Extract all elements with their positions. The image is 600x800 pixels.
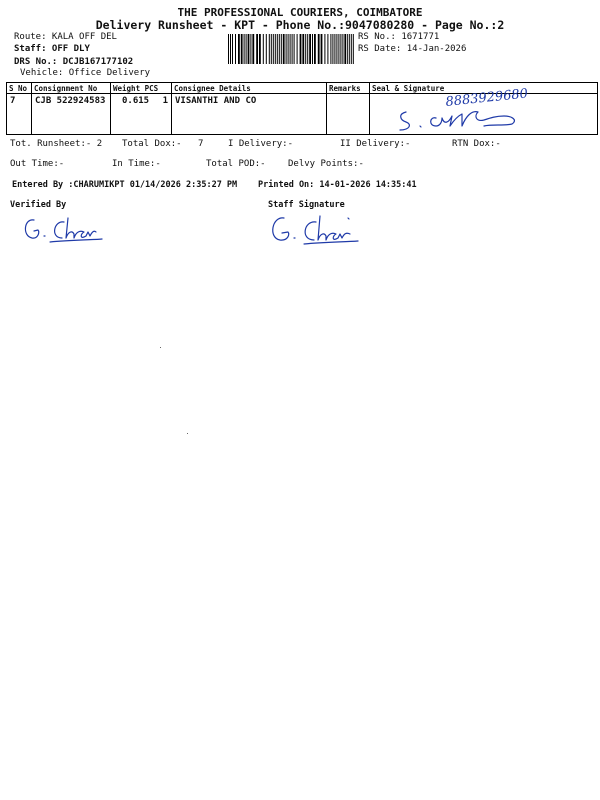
barcode-bar xyxy=(305,34,306,64)
barcode-bar xyxy=(309,34,311,64)
barcode-bar xyxy=(332,34,333,64)
barcode-image xyxy=(228,34,354,64)
cell-weight-pcs xyxy=(111,94,172,135)
barcode-bar xyxy=(302,34,304,64)
barcode-bar xyxy=(334,34,335,64)
barcode-bar xyxy=(344,34,346,64)
barcode-bar xyxy=(307,34,308,64)
ii-delivery: II Delivery:- xyxy=(340,139,411,149)
barcode-bar xyxy=(230,34,231,64)
total-dox-label: Total Dox:- xyxy=(122,139,182,149)
barcode-bar xyxy=(241,34,243,64)
barcode-bar xyxy=(288,34,289,64)
barcode-bar xyxy=(336,34,337,64)
scan-speck xyxy=(160,347,161,348)
rtn-dox: RTN Dox:- xyxy=(452,139,501,149)
rs-date: RS Date: 14-Jan-2026 xyxy=(358,44,467,54)
barcode-bar xyxy=(338,34,339,64)
company-title: THE PROFESSIONAL COURIERS, COIMBATORE xyxy=(177,6,423,19)
delvy-points: Delvy Points:- xyxy=(288,159,364,169)
receiver-phone-handwritten: 8883929680 xyxy=(444,86,529,110)
i-delivery: I Delivery:- xyxy=(228,139,294,149)
barcode-bar xyxy=(232,34,233,64)
cell-consignment: CJB 522924583 xyxy=(32,94,111,135)
runsheet-title: Delivery Runsheet - KPT - Phone No.:9047080280 - Page No.:2 xyxy=(95,18,505,32)
total-pod: Total POD:- xyxy=(206,159,266,169)
barcode-bar xyxy=(277,34,278,64)
barcode-bar xyxy=(351,34,352,64)
barcode-bar xyxy=(294,34,295,64)
barcode-bar xyxy=(238,34,240,64)
cell-pcs: 1 xyxy=(162,96,168,106)
barcode-bar xyxy=(327,34,328,64)
barcode-bar xyxy=(283,34,285,64)
col-header-sno: S No xyxy=(7,83,32,94)
entered-by: Entered By :CHARUMIKPT 01/14/2026 2:35:27 PM xyxy=(12,180,238,190)
barcode-bar xyxy=(235,34,236,64)
total-dox-value: 7 xyxy=(198,139,204,149)
cell-weight: 0.615 xyxy=(122,96,150,106)
scan-speck xyxy=(187,433,188,434)
col-header-weight-pcs: Weight PCS xyxy=(111,83,172,94)
route-info: Route: KALA OFF DEL xyxy=(14,32,117,42)
verified-by-label: Verified By xyxy=(10,200,67,210)
barcode-bar xyxy=(244,34,245,64)
staff-signature xyxy=(266,212,366,246)
printed-on: Printed On: 14-01-2026 14:35:41 xyxy=(258,180,417,190)
barcode-bar xyxy=(248,34,250,64)
barcode-bar xyxy=(228,34,229,64)
barcode-bar xyxy=(324,34,325,64)
barcode-bar xyxy=(271,34,272,64)
drs-number: DRS No.: DCJB167177102 xyxy=(14,57,134,67)
barcode-bar xyxy=(321,34,323,64)
barcode-bar xyxy=(318,34,320,64)
barcode-bar xyxy=(263,34,264,64)
barcode-bar xyxy=(297,34,298,64)
barcode-bar xyxy=(259,34,261,64)
barcode-bar xyxy=(250,34,251,64)
cell-remarks xyxy=(327,94,370,135)
barcode-bar xyxy=(340,34,341,64)
barcode-bar xyxy=(275,34,276,64)
barcode-bar xyxy=(290,34,291,64)
barcode-bar xyxy=(342,34,343,64)
col-header-consignment: Consignment No xyxy=(32,83,111,94)
barcode-bar xyxy=(266,34,267,64)
barcode-bar xyxy=(256,34,258,64)
vehicle-info: Vehicle: Office Delivery xyxy=(20,68,151,78)
barcode-bar xyxy=(269,34,270,64)
col-header-consignee: Consignee Details xyxy=(172,83,327,94)
barcode-bar xyxy=(252,34,254,64)
out-time: Out Time:- xyxy=(10,159,65,169)
barcode-bar xyxy=(330,34,331,64)
cell-consignee: VISANTHI AND CO xyxy=(172,94,327,135)
barcode-bar xyxy=(281,34,282,64)
barcode-bar xyxy=(353,34,354,64)
barcode-bar xyxy=(292,34,293,64)
barcode-bar xyxy=(312,34,313,64)
barcode-bar xyxy=(286,34,287,64)
col-header-remarks: Remarks xyxy=(327,83,370,94)
in-time: In Time:- xyxy=(112,159,161,169)
staff-info: Staff: OFF DLY xyxy=(14,44,90,54)
barcode-bar xyxy=(279,34,280,64)
staff-signature-label: Staff Signature xyxy=(268,200,345,210)
barcode-bar xyxy=(314,34,316,64)
receiver-signature xyxy=(392,86,572,136)
total-runsheet: Tot. Runsheet:- 2 xyxy=(10,139,103,149)
barcode-bar xyxy=(349,34,350,64)
rs-number: RS No.: 1671771 xyxy=(358,32,440,42)
verified-by-signature xyxy=(20,212,110,244)
barcode-bar xyxy=(300,34,302,64)
barcode-bar xyxy=(273,34,274,64)
barcode-bar xyxy=(347,34,348,64)
cell-sno: 7 xyxy=(7,94,32,135)
barcode-bar xyxy=(246,34,247,64)
col-header-seal: Seal & Signature xyxy=(370,83,598,94)
